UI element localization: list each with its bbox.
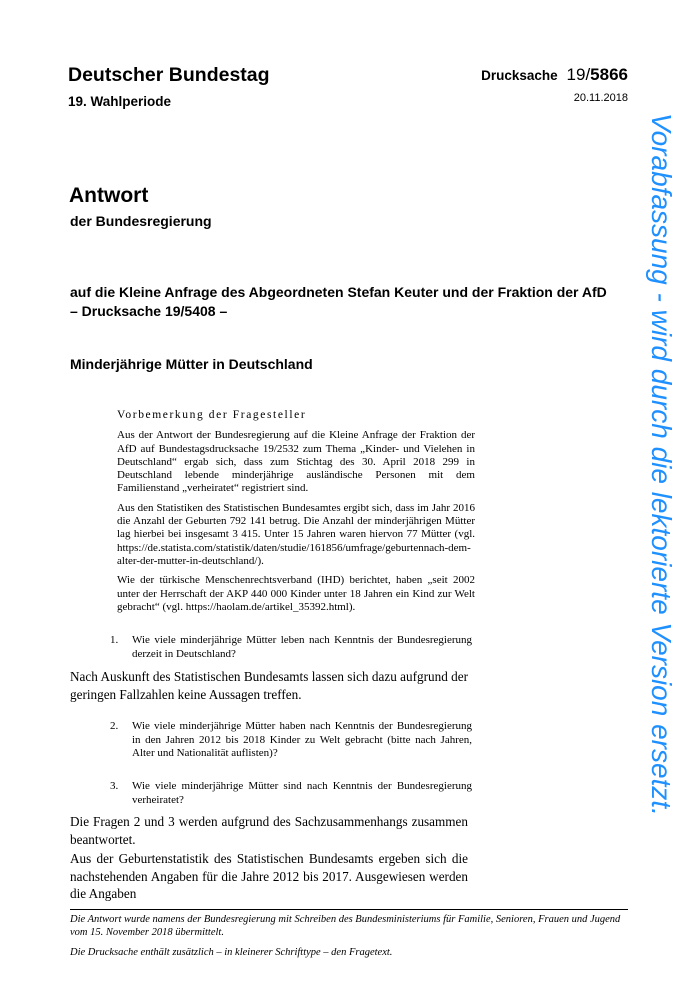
footnote-divider xyxy=(70,909,628,910)
drucksache-number: 5866 xyxy=(590,65,628,84)
topic-heading: Minderjährige Mütter in Deutschland xyxy=(70,356,313,372)
question-1 xyxy=(110,634,472,661)
drucksache-label: Drucksache xyxy=(481,68,558,83)
preliminary-paragraph: Aus der Antwort der Bundesregierung auf die Kleine Anfrage der Fraktion der AfD auf Bundestagsdrucksache 19/2532 zum Thema „Kinder- und Vielehen in Deutschland“ ergab sich, dass zum Stichtag des 30. April 2018 299 in Deutschland lebende minderjährige ausländische Personen mit dem Familienstand „verheiratet“ registriert sind. xyxy=(117,429,475,495)
question-2 xyxy=(110,720,472,761)
answer-title: Antwort xyxy=(69,184,149,207)
preliminary-remarks xyxy=(117,409,475,620)
legislative-period: 19. Wahlperiode xyxy=(68,94,172,109)
institution-name: Deutscher Bundestag xyxy=(68,64,270,86)
answer-paragraph: Die Fragen 2 und 3 werden aufgrund des Sachzusammenhangs zusammen beantwortet. xyxy=(70,814,468,847)
question-number: 3. xyxy=(110,780,119,792)
footnote-transmission: Die Antwort wurde namens der Bundesregierung mit Schreiben des Bundesministeriums für Familie, Senioren, Frauen und Jugend vom 15. November 2018 übermittelt. xyxy=(70,914,621,938)
answer-paragraph: Nach Auskunft des Statistischen Bundesamts lassen sich dazu aufgrund der geringen Fallzahlen keine Aussagen treffen. xyxy=(70,669,468,702)
question-text: Wie viele minderjährige Mütter leben nach Kenntnis der Bundesregierung derzeit in Deutschland? xyxy=(132,634,472,660)
preliminary-paragraph: Aus den Statistiken des Statistischen Bundesamtes ergibt sich, dass im Jahr 2016 die Anzahl der Geburten 792 141 betrug. Die Anzahl der minderjährigen Mütter lag hierbei bei insgesamt 3 415. Unter 15 Jahren waren hiervon 77 Mütter (vgl. https://de.statista.com/statistik/daten/studie/161856/umfrage/geburtennach-dem-alter-der-mutter-in-deutschland/). xyxy=(117,501,475,567)
question-3 xyxy=(110,780,472,807)
inquiry-line-1: auf die Kleine Anfrage des Abgeordneten Stefan Keuter und der Fraktion der AfD xyxy=(70,284,607,300)
drucksache-prefix: 19/ xyxy=(566,65,591,84)
preliminary-paragraph: Wie der türkische Menschenrechtsverband (IHD) berichtet, haben „seit 2002 unter der Herrschaft der AKP 440 000 Kinder unter 18 Jahren ein Kind zur Welt gebracht“ (vgl. https://haolam.de/artikel_35392.html). xyxy=(117,574,475,613)
question-number: 2. xyxy=(110,720,119,732)
question-number: 1. xyxy=(110,634,119,646)
inquiry-reference xyxy=(70,283,630,321)
document-date: 20.11.2018 xyxy=(573,92,628,104)
inquiry-line-2: – Drucksache 19/5408 – xyxy=(70,303,228,319)
document-header-left xyxy=(68,62,270,112)
answer-paragraph: Aus der Geburtenstatistik des Statistischen Bundesamts ergeben sich die nachstehenden Angaben für die Jahre 2012 bis 2017. Ausgewiesen werden die Angaben xyxy=(70,851,468,901)
document-header-right xyxy=(481,64,628,105)
draft-watermark: Vorabfassung - wird durch die lektorierte Version ersetzt. xyxy=(646,113,677,816)
answer-subtitle: der Bundesregierung xyxy=(70,213,212,229)
preliminary-heading: Vorbemerkung der Fragesteller xyxy=(117,409,307,421)
footnote-note: Die Drucksache enthält zusätzlich – in kleinerer Schrifttype – den Fragetext. xyxy=(70,947,393,958)
question-text: Wie viele minderjährige Mütter sind nach Kenntnis der Bundesregierung verheiratet? xyxy=(132,780,472,806)
question-text: Wie viele minderjährige Mütter haben nach Kenntnis der Bundesregierung in den Jahren 2012 bis 2018 Kinder zu Welt gebracht (bitte nach Jahren, Alter und Nationalität auflisten)? xyxy=(132,720,472,759)
drucksache-line xyxy=(481,64,628,87)
